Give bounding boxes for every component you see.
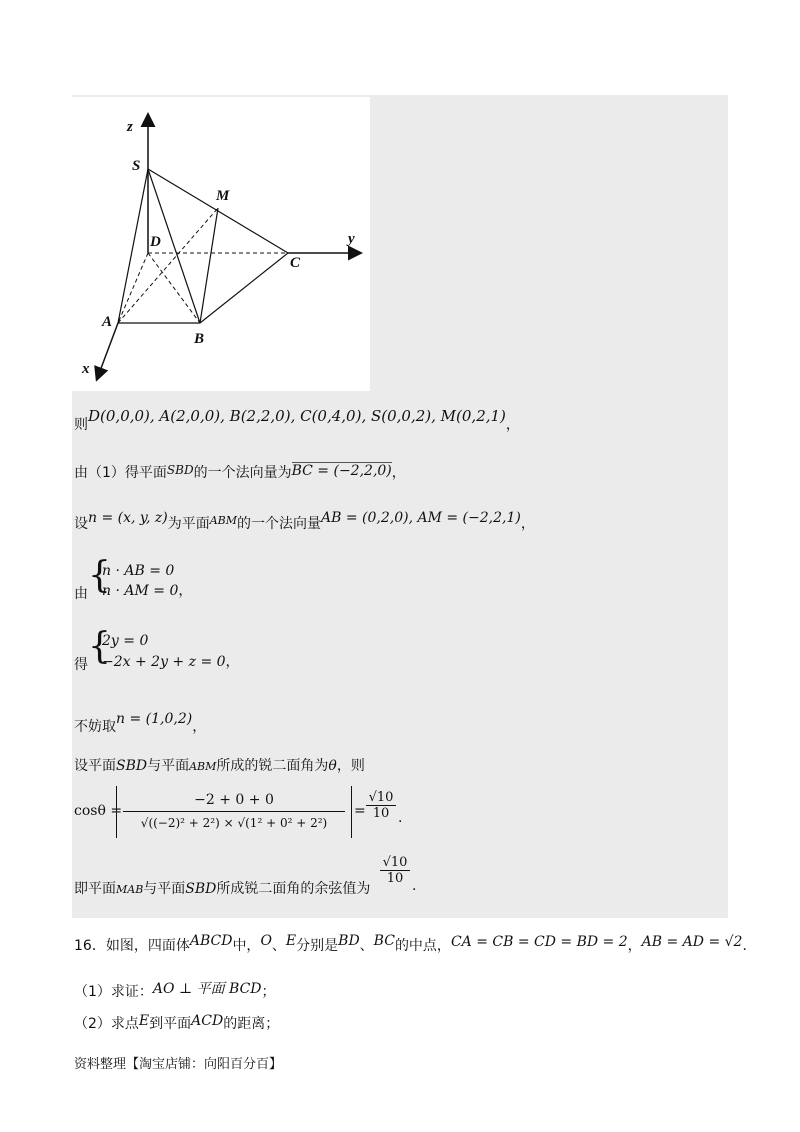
normal-n: n = (x, y, z) — [88, 510, 168, 526]
point-coords: D(0,0,0), A(2,0,0), B(2,2,0), C(0,4,0), S(0,0,2), M(0,2,1) — [88, 407, 506, 425]
footer-credit: 资料整理【淘宝店铺：向阳百分百】 — [74, 1057, 283, 1072]
angle-line: 设平面SBD与平面ABM所成的锐二面角为θ，则 — [74, 758, 365, 774]
label-D: D — [150, 234, 161, 250]
label-B: B — [194, 331, 205, 347]
pyramid-diagram — [72, 97, 370, 391]
vector-bc: BC = (−2,2,0) — [291, 463, 392, 479]
brace-1: { — [88, 555, 111, 596]
pyramid-figure — [72, 97, 370, 391]
normal-sbd-line: 由（1）得平面SBD的一个法向量为BC = (−2,2,0)， — [74, 463, 406, 481]
set-normal-line: 设n = (x, y, z)为平面$^{ABM}$的一个法向量AB = (0,2,0), AM = (−2,2,1)， — [74, 510, 535, 532]
chosen-n: n = (1,0,2) — [116, 711, 193, 727]
x-axis — [97, 323, 118, 379]
abs-value: −2 + 0 + 0 √((−2)² + 2²) × √(1² + 0² + 2²) — [116, 786, 352, 838]
label-A: A — [102, 314, 113, 330]
label-y: y — [348, 231, 355, 247]
cos-result: √10 10 — [366, 790, 396, 821]
take-n-line: 不妨取n = (1,0,2)， — [74, 711, 207, 735]
system-2: 2y = 0 −2x + 2y + z = 0， — [102, 633, 240, 670]
conclusion-value: √10 10 — [380, 855, 410, 886]
label-x: x — [82, 361, 90, 377]
visible-edges — [118, 169, 288, 323]
brace-2: { — [88, 626, 111, 667]
label-S: S — [132, 158, 141, 174]
problem-16-statement: 16．如图，四面体ABCD中，O、E分别是BD、BC的中点，CA = CB = CD = BD = 2，AB = AD = √2. — [74, 933, 747, 954]
label-M: M — [216, 188, 230, 204]
from-label: 由 — [74, 586, 88, 602]
coords-line: 则D(0,0,0), A(2,0,0), B(2,2,0), C(0,4,0), S(0,0,2), M(0,2,1)， — [74, 407, 520, 433]
problem-16-part-1: （1）求证：AO ⊥ 平面 BCD； — [74, 981, 276, 1000]
label-C: C — [290, 255, 301, 271]
problem-16-part-2: （2）求点E到平面ACD的距离； — [74, 1013, 280, 1032]
vectors-ab-am: AB = (0,2,0), AM = (−2,2,1) — [321, 510, 521, 526]
conclusion-line: 即平面MAB与平面SBD所成锐二面角的余弦值为 — [74, 881, 371, 897]
label-z: z — [127, 119, 133, 135]
system-1: n · AB = 0 n · AM = 0， — [102, 563, 193, 599]
get-label: 得 — [74, 657, 88, 673]
